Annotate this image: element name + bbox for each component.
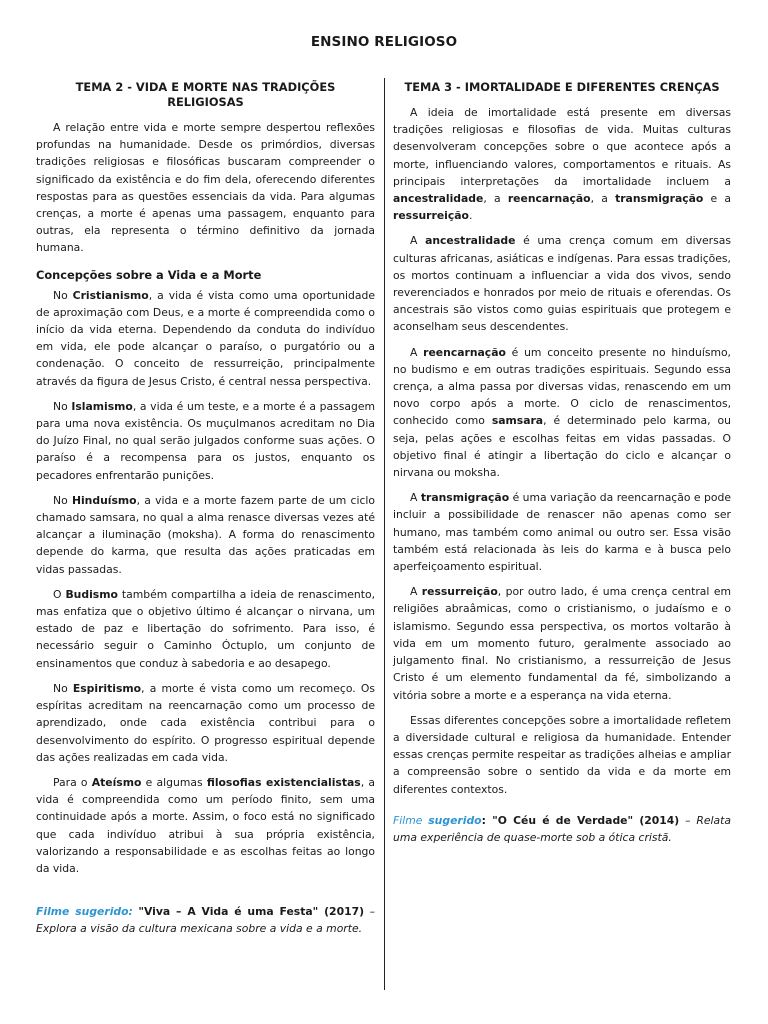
paragraph-espiritismo: No Espiritismo, a morte é vista como um recomeço. Os espíritas acreditam na reencarnação como um processo de aprendizado, onde cada existência contribui para o desenvolvimento do espírito. O progresso espiritual depende das ações realizadas em cada vida. [36, 681, 375, 764]
tema-3-intro: A ideia de imortalidade está presente em diversas tradições religiosas e filosofias de vida. Muitas culturas desenvolveram concepções sobre o que acontece após a morte, influenciando valores, comportamentos e rituais. As principais interpretações da imortalidade incluem a ancestralidade, a reencarnação, a transmigração e a ressurreição. [393, 106, 732, 223]
tema-3-heading: TEMA 3 - IMORTALIDADE E DIFERENTES CRENÇAS [404, 80, 720, 94]
keyword-reencarnacao: reencarnação [423, 345, 506, 359]
keyword-espiritismo: Espiritismo [72, 681, 142, 695]
column-divider [384, 78, 385, 990]
keyword-ressurreicao: ressurreição [421, 585, 498, 599]
film-label: sugerido [428, 813, 482, 827]
film-description: – Explora a visão da cultura mexicana sobre a vida e a morte. [36, 905, 375, 936]
page-title: ENSINO RELIGIOSO [310, 34, 458, 50]
film-suggestion-left [36, 903, 375, 937]
keyword-filosofias: filosofias existencialistas [206, 775, 361, 789]
film-label-prefix: Filme [393, 813, 429, 827]
keyword-hinduismo: Hinduísmo [71, 493, 137, 507]
tema-2-heading: TEMA 2 - VIDA E MORTE NAS TRADIÇÕES RELIGIOSAS [75, 80, 336, 109]
keyword-cristianismo: Cristianismo [72, 288, 149, 302]
film-description: – Relata uma experiência de quase-morte sob a ótica cristã. [393, 813, 732, 844]
paragraph-reencarnacao: A reencarnação é um conceito presente no hinduísmo, no budismo e em outras tradições espirituais. Segundo essa crença, a alma passa por diversas vidas, renascendo em um novo corpo após a morte. O ciclo de renascimentos, conhecido como samsara, é determinado pelo karma, ou seja, pelas ações e escolhas feitas em vidas passadas. O objetivo final é atingir a libertação do ciclo e alcançar o nirvana ou moksha. [393, 345, 731, 480]
film-label: Filme sugerido: [36, 905, 133, 919]
keyword-samsara: samsara [491, 414, 544, 428]
paragraph-hinduismo: No Hinduísmo, a vida e a morte fazem parte de um ciclo chamado samsara, no qual a alma renasce diversas vezes até alcançar a iluminação (moksha). A forma do renascimento depende do karma, que resulta das ações praticadas em vidas passadas. [36, 493, 375, 576]
paragraph-budismo: O Budismo também compartilha a ideia de renascimento, mas enfatiza que o objetivo último é alcançar o nirvana, um estado de paz e libertação do sofrimento. Para isso, é necessário seguir o Caminho Óctuplo, um conjunto de ensinamentos que conduz à sabedoria e ao desapego. [36, 587, 375, 670]
paragraph-transmigracao: A transmigração é uma variação da reencarnação e pode incluir a possibilidade de renascer não apenas como ser humano, mas também como animal ou outro ser. Essa visão também está relacionada às leis do karma e à busca pelo aperfeiçoamento espiritual. [393, 491, 731, 574]
paragraph-cristianismo: No Cristianismo, a vida é vista como uma oportunidade de aproximação com Deus, e a morte é compreendida como o início da vida eterna. Dependendo da conduta do indivíduo em vida, ele pode alcançar o paraíso, o purgatório ou a condenação. O conceito de ressurreição, principalmente através da figura de Jesus Cristo, é central nessa perspectiva. [36, 288, 375, 388]
tema-2-intro: A relação entre vida e morte sempre despertou reflexões profundas na humanidade. Desde os primórdios, diversas tradições religiosas e filosóficas buscaram compreender o significado da existência e do fim dela, oferecendo diferentes respostas para as questões essenciais da vida. Para algumas crenças, a morte é apenas uma passagem, enquanto para outras, ela representa o término definitivo da jornada humana. [36, 121, 375, 255]
film-title: "Viva – A Vida é uma Festa" (2017) [138, 905, 365, 919]
paragraph-ateismo: Para o Ateísmo e algumas filosofias existencialistas, a vida é compreendida como um período finito, sem uma continuidade após a morte. Assim, o foco está no significado que cada indivíduo atribui à sua própria existência, valorizando a responsabilidade e as escolhas feitas ao longo da vida. [36, 775, 376, 875]
left-column [36, 80, 375, 938]
keyword-transmigracao: transmigração [420, 491, 510, 505]
right-column [393, 80, 731, 846]
keyword-ancestralidade: ancestralidade [425, 234, 516, 248]
tema-3-conclusion: Essas diferentes concepções sobre a imortalidade refletem a diversidade cultural e religiosa da humanidade. Entender essas crenças permite respeitar as tradições alheias e ampliar a compreensão sobre o sentido da vida e da morte em diferentes contextos. [393, 713, 732, 796]
concepcoes-subheading: Concepções sobre a Vida e a Morte [36, 267, 262, 282]
paragraph-ancestralidade: A ancestralidade é uma crença comum em diversas culturas africanas, asiáticas e indígenas. Para essas tradições, os mortos continuam a influenciar a vida dos vivos, sendo reverenciados e honrados por meio de rituais e oferendas. Os ancestrais são vistos como guias espirituais que protegem e aconselham seus descendentes. [393, 234, 731, 334]
keyword-islamismo: Islamismo [71, 399, 133, 413]
keyword-ateismo: Ateísmo [91, 775, 142, 789]
paragraph-islamismo: No Islamismo, a vida é um teste, e a morte é a passagem para uma nova existência. Os muçulmanos acreditam no Dia do Juízo Final, no qual serão julgados conforme suas ações. O paraíso é a recompensa para os justos, enquanto os pecadores enfrentarão punições. [36, 399, 375, 482]
film-title: "O Céu é de Verdade" (2014) [485, 813, 680, 827]
film-suggestion-right: Filme sugerido: "O Céu é de Verdade" (2014) – Relata uma experiência de quase-morte sob a ótica cristã. [393, 813, 732, 844]
paragraph-ressurreicao: A ressurreição, por outro lado, é uma crença central em religiões abraâmicas, como o cristianismo, o judaísmo e o islamismo. Segundo essa perspectiva, os mortos voltarão à vida em um momento futuro, geralmente associado ao julgamento final. No cristianismo, a ressurreição de Jesus Cristo é um elemento fundamental da fé, simbolizando a vitória sobre a morte e a esperança na vida eterna. [393, 585, 731, 702]
keyword-budismo: Budismo [65, 587, 118, 601]
